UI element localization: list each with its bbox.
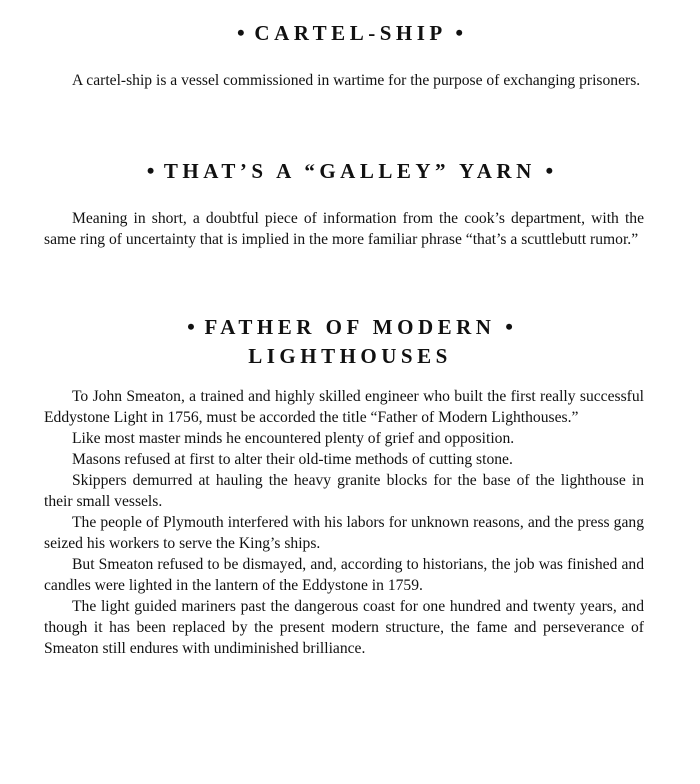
bullet-icon: • bbox=[146, 158, 155, 183]
paragraph: A cartel-ship is a vessel commissioned in wartime for the purpose of exchanging prisoners. bbox=[72, 72, 641, 89]
heading-text-line-2: LIGHTHOUSES bbox=[248, 344, 452, 368]
heading-galley-yarn bbox=[0, 156, 700, 186]
heading-father-of-modern-lighthouses bbox=[0, 312, 700, 371]
paragraph: But Smeaton refused to be dismayed, and, according to historians, the job was finished and candles were lighted in the lantern of the Eddystone in 1759. bbox=[44, 556, 644, 594]
bullet-icon: • bbox=[545, 158, 554, 183]
paragraph: The people of Plymouth interfered with his labors for unknown reasons, and the press gang seized his workers to serve the King’s ships. bbox=[44, 514, 644, 552]
paragraph: To John Smeaton, a trained and highly skilled engineer who built the first really successful Eddystone Light in 1756, must be accorded the title “Father of Modern Lighthouses.” bbox=[44, 388, 644, 426]
bullet-icon: • bbox=[187, 314, 195, 339]
heading-text-line-1: FATHER OF MODERN bbox=[204, 315, 496, 339]
section-body-lighthouses bbox=[44, 386, 644, 659]
paragraph: Meaning in short, a doubtful piece of information from the cook’s department, with the same ring of uncertainty that is implied in the more familiar phrase “that’s a scuttlebutt rumor.” bbox=[44, 210, 644, 248]
paragraph: Masons refused at first to alter their old-time methods of cutting stone. bbox=[72, 451, 513, 468]
bullet-icon: • bbox=[455, 20, 464, 45]
section-body-cartel-ship bbox=[44, 70, 644, 91]
section-body-galley-yarn bbox=[44, 208, 644, 250]
heading-cartel-ship bbox=[0, 18, 700, 48]
bullet-icon: • bbox=[236, 20, 245, 45]
heading-text: CARTEL-SHIP bbox=[254, 21, 446, 45]
bullet-icon: • bbox=[505, 314, 513, 339]
paragraph: Like most master minds he encountered plenty of grief and opposition. bbox=[72, 430, 515, 447]
paragraph: Skippers demurred at hauling the heavy granite blocks for the base of the lighthouse in their small vessels. bbox=[44, 472, 644, 510]
paragraph: The light guided mariners past the dangerous coast for one hundred and twenty years, and though it has been replaced by the present modern structure, the fame and perseverance of Smeaton still endures with undiminished brilliance. bbox=[44, 598, 644, 657]
heading-text: THAT’S A “GALLEY” YARN bbox=[163, 159, 536, 183]
